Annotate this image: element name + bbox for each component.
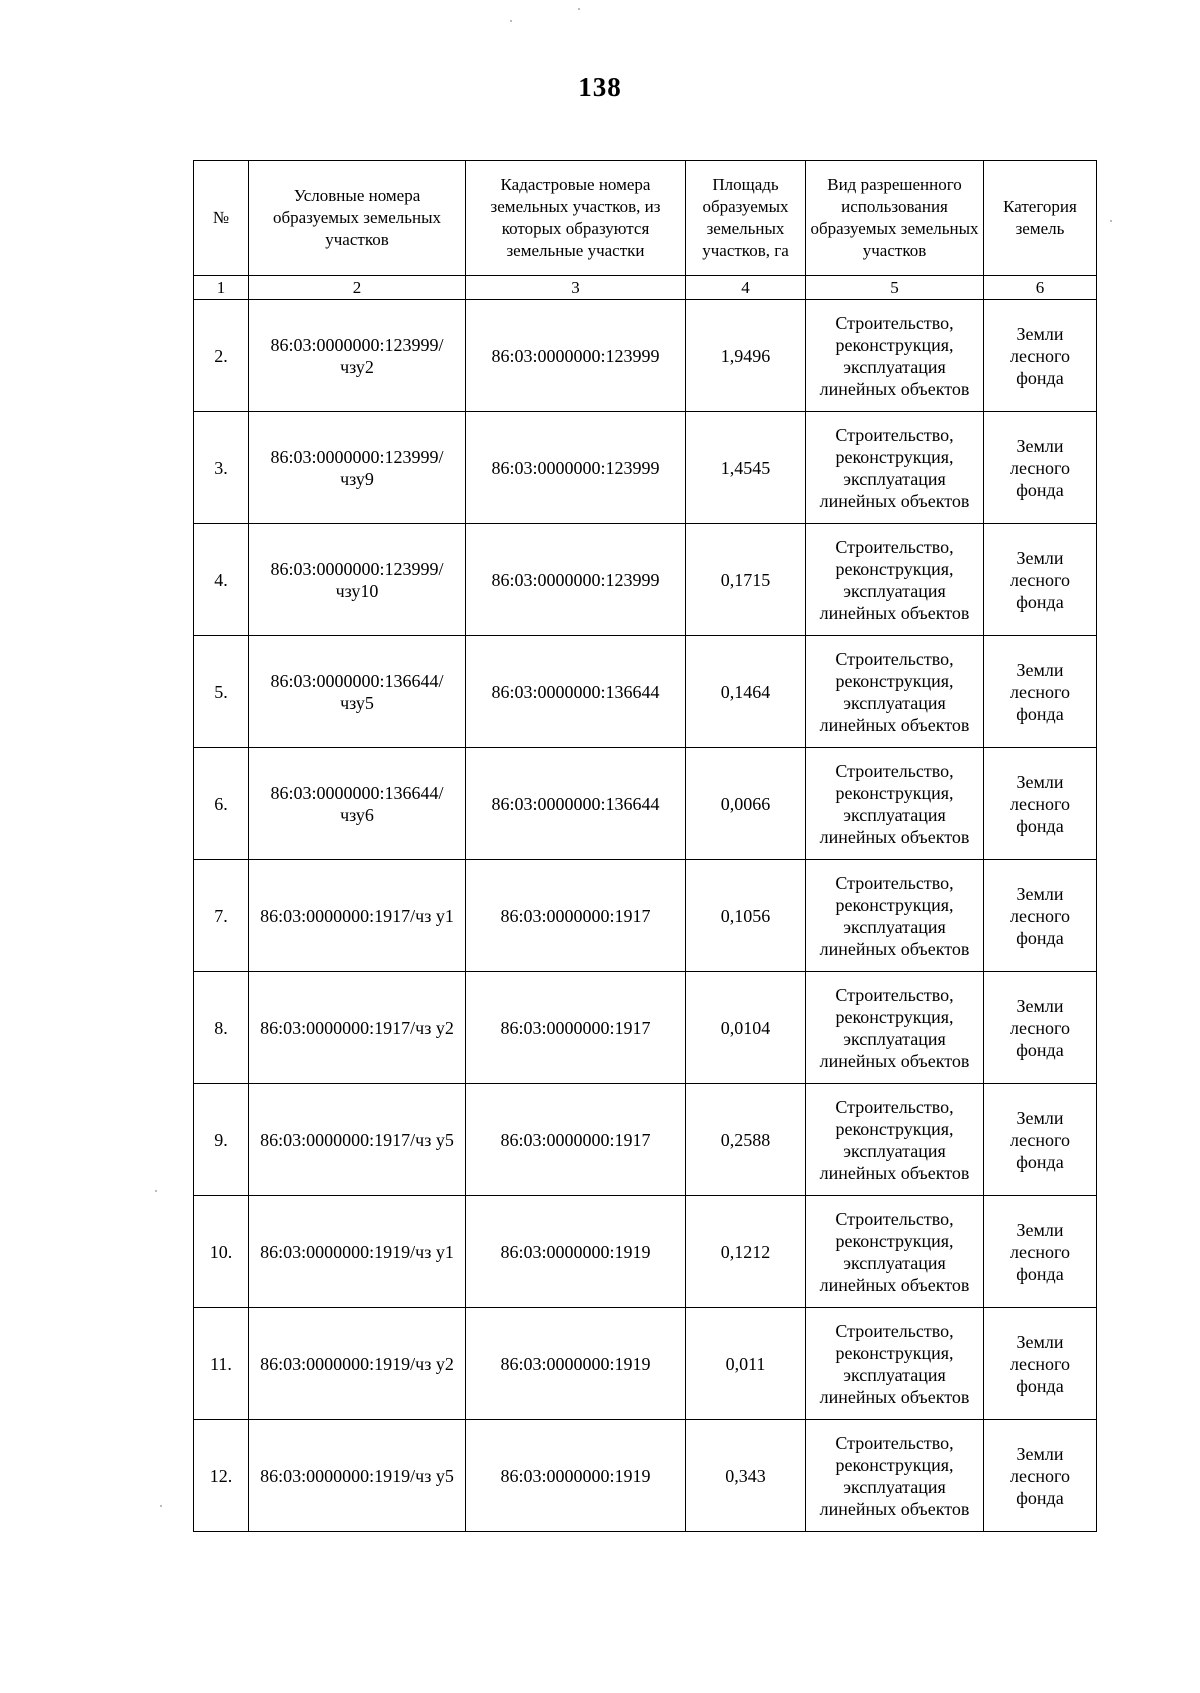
cell-number: 6. bbox=[194, 748, 249, 860]
column-number: 6 bbox=[984, 276, 1097, 300]
column-number: 2 bbox=[249, 276, 466, 300]
table-header-row bbox=[194, 161, 1097, 276]
scan-speck bbox=[510, 20, 512, 22]
column-number: 5 bbox=[806, 276, 984, 300]
cell-number: 10. bbox=[194, 1196, 249, 1308]
table-row bbox=[194, 860, 1097, 972]
scan-speck bbox=[155, 1190, 157, 1192]
cell-conditional-number: 86:03:0000000:1919/чз у5 bbox=[249, 1420, 466, 1532]
column-number: 4 bbox=[686, 276, 806, 300]
cell-number: 12. bbox=[194, 1420, 249, 1532]
table-row bbox=[194, 636, 1097, 748]
table-row bbox=[194, 1308, 1097, 1420]
scan-speck bbox=[578, 8, 580, 10]
table-row bbox=[194, 300, 1097, 412]
cell-permitted-use: Строительство, реконструкция, эксплуатация линейных объектов bbox=[806, 524, 984, 636]
cell-area: 0,011 bbox=[686, 1308, 806, 1420]
cell-area: 0,0066 bbox=[686, 748, 806, 860]
cell-conditional-number: 86:03:0000000:123999/ чзу9 bbox=[249, 412, 466, 524]
cell-conditional-number: 86:03:0000000:1917/чз у5 bbox=[249, 1084, 466, 1196]
cell-land-category: Земли лесного фонда bbox=[984, 860, 1097, 972]
cell-conditional-number: 86:03:0000000:1919/чз у1 bbox=[249, 1196, 466, 1308]
cell-land-category: Земли лесного фонда bbox=[984, 300, 1097, 412]
cell-area: 0,1212 bbox=[686, 1196, 806, 1308]
cell-cadastral-number: 86:03:0000000:136644 bbox=[466, 636, 686, 748]
header-conditional-numbers: Условные номера образуемых земельных участков bbox=[249, 161, 466, 276]
cell-permitted-use: Строительство, реконструкция, эксплуатация линейных объектов bbox=[806, 1084, 984, 1196]
cell-number: 5. bbox=[194, 636, 249, 748]
cell-cadastral-number: 86:03:0000000:123999 bbox=[466, 524, 686, 636]
cell-land-category: Земли лесного фонда bbox=[984, 412, 1097, 524]
scan-speck bbox=[160, 1505, 162, 1507]
cell-permitted-use: Строительство, реконструкция, эксплуатация линейных объектов bbox=[806, 412, 984, 524]
cell-cadastral-number: 86:03:0000000:1919 bbox=[466, 1196, 686, 1308]
cell-cadastral-number: 86:03:0000000:1917 bbox=[466, 1084, 686, 1196]
cell-cadastral-number: 86:03:0000000:136644 bbox=[466, 748, 686, 860]
cell-permitted-use: Строительство, реконструкция, эксплуатация линейных объектов bbox=[806, 748, 984, 860]
cell-land-category: Земли лесного фонда bbox=[984, 972, 1097, 1084]
cell-land-category: Земли лесного фонда bbox=[984, 524, 1097, 636]
cell-cadastral-number: 86:03:0000000:123999 bbox=[466, 412, 686, 524]
cell-area: 0,343 bbox=[686, 1420, 806, 1532]
header-land-category: Категория земель bbox=[984, 161, 1097, 276]
cell-conditional-number: 86:03:0000000:1917/чз у2 bbox=[249, 972, 466, 1084]
column-number: 1 bbox=[194, 276, 249, 300]
table-row bbox=[194, 1196, 1097, 1308]
cell-conditional-number: 86:03:0000000:136644/ чзу5 bbox=[249, 636, 466, 748]
cell-cadastral-number: 86:03:0000000:1917 bbox=[466, 860, 686, 972]
header-area: Площадь образуемых земельных участков, га bbox=[686, 161, 806, 276]
cell-number: 7. bbox=[194, 860, 249, 972]
table-row bbox=[194, 748, 1097, 860]
cell-permitted-use: Строительство, реконструкция, эксплуатация линейных объектов bbox=[806, 636, 984, 748]
cell-cadastral-number: 86:03:0000000:123999 bbox=[466, 300, 686, 412]
cell-area: 1,4545 bbox=[686, 412, 806, 524]
table-row bbox=[194, 1084, 1097, 1196]
cell-conditional-number: 86:03:0000000:123999/ чзу10 bbox=[249, 524, 466, 636]
cell-number: 4. bbox=[194, 524, 249, 636]
cell-area: 0,1715 bbox=[686, 524, 806, 636]
table-row bbox=[194, 412, 1097, 524]
column-number-row bbox=[194, 276, 1097, 300]
cell-land-category: Земли лесного фонда bbox=[984, 636, 1097, 748]
table-row bbox=[194, 524, 1097, 636]
cell-permitted-use: Строительство, реконструкция, эксплуатация линейных объектов bbox=[806, 1308, 984, 1420]
cell-number: 2. bbox=[194, 300, 249, 412]
cell-conditional-number: 86:03:0000000:1919/чз у2 bbox=[249, 1308, 466, 1420]
cell-area: 0,1464 bbox=[686, 636, 806, 748]
cell-permitted-use: Строительство, реконструкция, эксплуатация линейных объектов bbox=[806, 300, 984, 412]
cell-area: 0,1056 bbox=[686, 860, 806, 972]
cell-cadastral-number: 86:03:0000000:1919 bbox=[466, 1308, 686, 1420]
cell-area: 0,0104 bbox=[686, 972, 806, 1084]
cell-number: 9. bbox=[194, 1084, 249, 1196]
column-number: 3 bbox=[466, 276, 686, 300]
land-plots-table bbox=[193, 160, 1097, 1532]
cell-land-category: Земли лесного фонда bbox=[984, 748, 1097, 860]
cell-land-category: Земли лесного фонда bbox=[984, 1196, 1097, 1308]
cell-conditional-number: 86:03:0000000:136644/ чзу6 bbox=[249, 748, 466, 860]
cell-land-category: Земли лесного фонда bbox=[984, 1084, 1097, 1196]
header-number: № bbox=[194, 161, 249, 276]
page-number: 138 bbox=[578, 72, 622, 102]
cell-cadastral-number: 86:03:0000000:1917 bbox=[466, 972, 686, 1084]
cell-cadastral-number: 86:03:0000000:1919 bbox=[466, 1420, 686, 1532]
header-permitted-use: Вид разрешенного использования образуемых земельных участков bbox=[806, 161, 984, 276]
cell-number: 11. bbox=[194, 1308, 249, 1420]
cell-number: 8. bbox=[194, 972, 249, 1084]
cell-permitted-use: Строительство, реконструкция, эксплуатация линейных объектов bbox=[806, 1420, 984, 1532]
cell-area: 1,9496 bbox=[686, 300, 806, 412]
cell-land-category: Земли лесного фонда bbox=[984, 1308, 1097, 1420]
table-row bbox=[194, 1420, 1097, 1532]
table-row bbox=[194, 972, 1097, 1084]
scan-speck bbox=[1110, 220, 1112, 222]
cell-permitted-use: Строительство, реконструкция, эксплуатация линейных объектов bbox=[806, 1196, 984, 1308]
cell-number: 3. bbox=[194, 412, 249, 524]
cell-permitted-use: Строительство, реконструкция, эксплуатация линейных объектов bbox=[806, 860, 984, 972]
header-cadastral-numbers: Кадастровые номера земельных участков, из которых образуются земельные участки bbox=[466, 161, 686, 276]
cell-area: 0,2588 bbox=[686, 1084, 806, 1196]
cell-conditional-number: 86:03:0000000:123999/ чзу2 bbox=[249, 300, 466, 412]
cell-conditional-number: 86:03:0000000:1917/чз у1 bbox=[249, 860, 466, 972]
cell-land-category: Земли лесного фонда bbox=[984, 1420, 1097, 1532]
cell-permitted-use: Строительство, реконструкция, эксплуатация линейных объектов bbox=[806, 972, 984, 1084]
